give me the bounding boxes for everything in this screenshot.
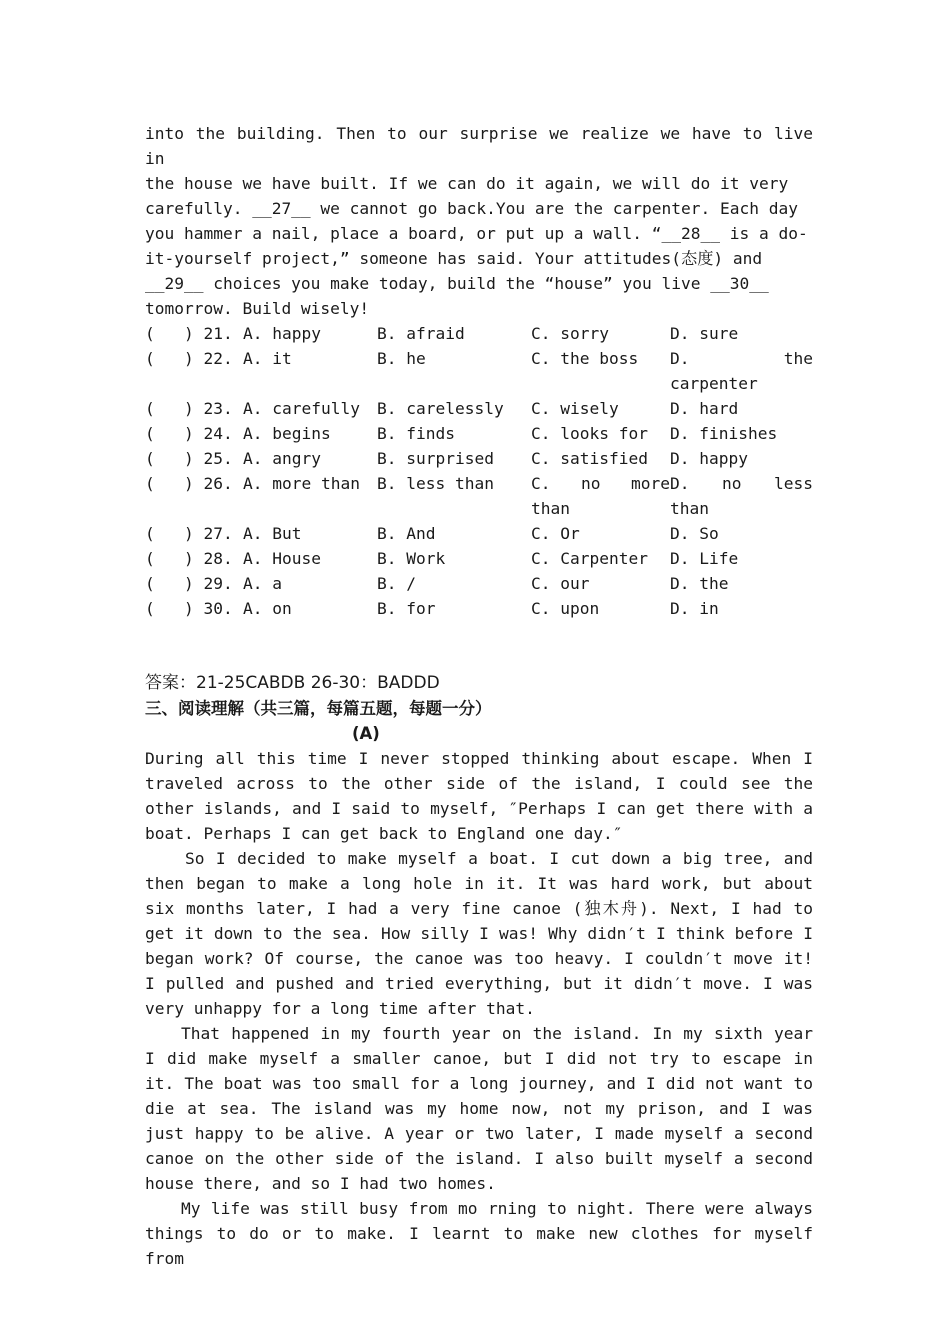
question-23	[145, 396, 813, 421]
option-a: A. angry	[243, 449, 321, 468]
option-a: A. more than	[243, 474, 360, 493]
option-a: A. carefully	[243, 399, 360, 418]
option-c: C. satisfied	[531, 449, 648, 468]
option-c: C. Carpenter	[531, 549, 648, 568]
question-30	[145, 596, 813, 621]
option-c: C. looks for	[531, 424, 648, 443]
option-d: D. in	[670, 599, 719, 618]
answer-key: 答案：21-25CABDB 26-30：BADDD	[145, 673, 440, 693]
option-b: B. afraid	[377, 324, 465, 343]
cloze-line: carefully. __27__ we cannot go back.You are the carpenter. Each day	[145, 199, 798, 218]
option-b: B. And	[377, 524, 436, 543]
option-b: B. finds	[377, 424, 455, 443]
option-d: D. So	[670, 524, 719, 543]
question-27	[145, 521, 813, 546]
option-d: D. hard	[670, 399, 739, 418]
paragraph: During all this time I never stopped thinking about escape. When I traveled across to the other side of the island, I could see the other islands, and I said to myself, ″Perhaps I can get there with a boat. Perhaps I can get back to England one day.″	[145, 749, 813, 843]
cloze-line: __29__ choices you make today, build the “house” you live __30__	[145, 274, 769, 293]
option-c: C. sorry	[531, 324, 609, 343]
question-number: ( ) 25.	[145, 449, 233, 468]
cloze-line: into the building. Then to our surprise we realize we have to live in	[145, 124, 813, 168]
option-b: B. surprised	[377, 449, 494, 468]
question-number: ( ) 27.	[145, 524, 233, 543]
option-c: C. no more than	[531, 474, 670, 518]
question-list	[145, 321, 813, 621]
paragraph: That happened in my fourth year on the island. In my sixth year I did make myself a smaller canoe, but I did not try to escape in it. The boat was too small for a long journey, and I did not want to die at sea. The island was my home now, not my prison, and I was just happy to be alive. A year or two later, I made myself a second canoe on the other side of the island. I also built myself a second house there, and so I had two homes.	[145, 1024, 813, 1193]
option-a: A. But	[243, 524, 302, 543]
option-b: B. /	[377, 574, 416, 593]
question-number: ( ) 30.	[145, 599, 233, 618]
option-b: B. less than	[377, 474, 494, 493]
question-number: ( ) 28.	[145, 549, 233, 568]
cloze-line: you hammer a nail, place a board, or put up a wall. “__28__ is a do-	[145, 224, 808, 243]
cloze-line: tomorrow. Build wisely!	[145, 299, 370, 318]
option-b: B. for	[377, 599, 436, 618]
reading-passage-a	[145, 746, 813, 1271]
option-c: C. the boss	[531, 349, 639, 368]
option-c: C. wisely	[531, 399, 619, 418]
question-24	[145, 421, 813, 446]
question-number: ( ) 21.	[145, 324, 233, 343]
option-b: B. Work	[377, 549, 446, 568]
option-d: D. sure	[670, 324, 739, 343]
option-a: A. it	[243, 349, 292, 368]
question-number: ( ) 26.	[145, 474, 233, 493]
paragraph: My life was still busy from mo rning to night. There were always things to do or to make. I learnt to make new clothes for myself from	[145, 1199, 813, 1268]
question-29	[145, 571, 813, 596]
option-b: B. carelessly	[377, 399, 504, 418]
document-page	[145, 121, 813, 1271]
option-d: D. happy	[670, 449, 748, 468]
option-a: A. on	[243, 599, 292, 618]
question-28	[145, 546, 813, 571]
question-25	[145, 446, 813, 471]
option-d: D. no less than	[670, 474, 813, 518]
question-number: ( ) 23.	[145, 399, 233, 418]
option-d: D. the carpenter	[670, 349, 813, 393]
question-number: ( ) 24.	[145, 424, 233, 443]
option-a: A. begins	[243, 424, 331, 443]
option-c: C. upon	[531, 599, 600, 618]
question-number: ( ) 29.	[145, 574, 233, 593]
cloze-passage	[145, 121, 813, 321]
option-c: C. Or	[531, 524, 580, 543]
section-heading: 三、阅读理解（共三篇，每篇五题，每题一分）	[145, 699, 492, 718]
option-b: B. he	[377, 349, 426, 368]
option-d: D. Life	[670, 549, 739, 568]
option-d: D. the	[670, 574, 729, 593]
question-21	[145, 321, 813, 346]
option-a: A. House	[243, 549, 321, 568]
passage-label: (A)	[352, 724, 380, 743]
question-number: ( ) 22.	[145, 349, 233, 368]
option-d: D. finishes	[670, 424, 778, 443]
paragraph: So I decided to make myself a boat. I cut down a big tree, and then began to make a long hole in it. It was hard work, but about six months later, I had a very fine canoe (独木舟). Next, I had to get it down to the sea. How silly I was! Why didn′t I think before I began work? Of course, the canoe was too heavy. I couldn′t move it! I pulled and pushed and tried everything, but it didn′t move. I was very unhappy for a long time after that.	[145, 849, 813, 1018]
option-c: C. our	[531, 574, 590, 593]
option-a: A. a	[243, 574, 282, 593]
question-22	[145, 346, 813, 396]
cloze-line: it-yourself project,” someone has said. Your attitudes(态度) and	[145, 249, 763, 268]
option-a: A. happy	[243, 324, 321, 343]
cloze-line: the house we have built. If we can do it again, we will do it very	[145, 174, 789, 193]
question-26	[145, 471, 813, 521]
